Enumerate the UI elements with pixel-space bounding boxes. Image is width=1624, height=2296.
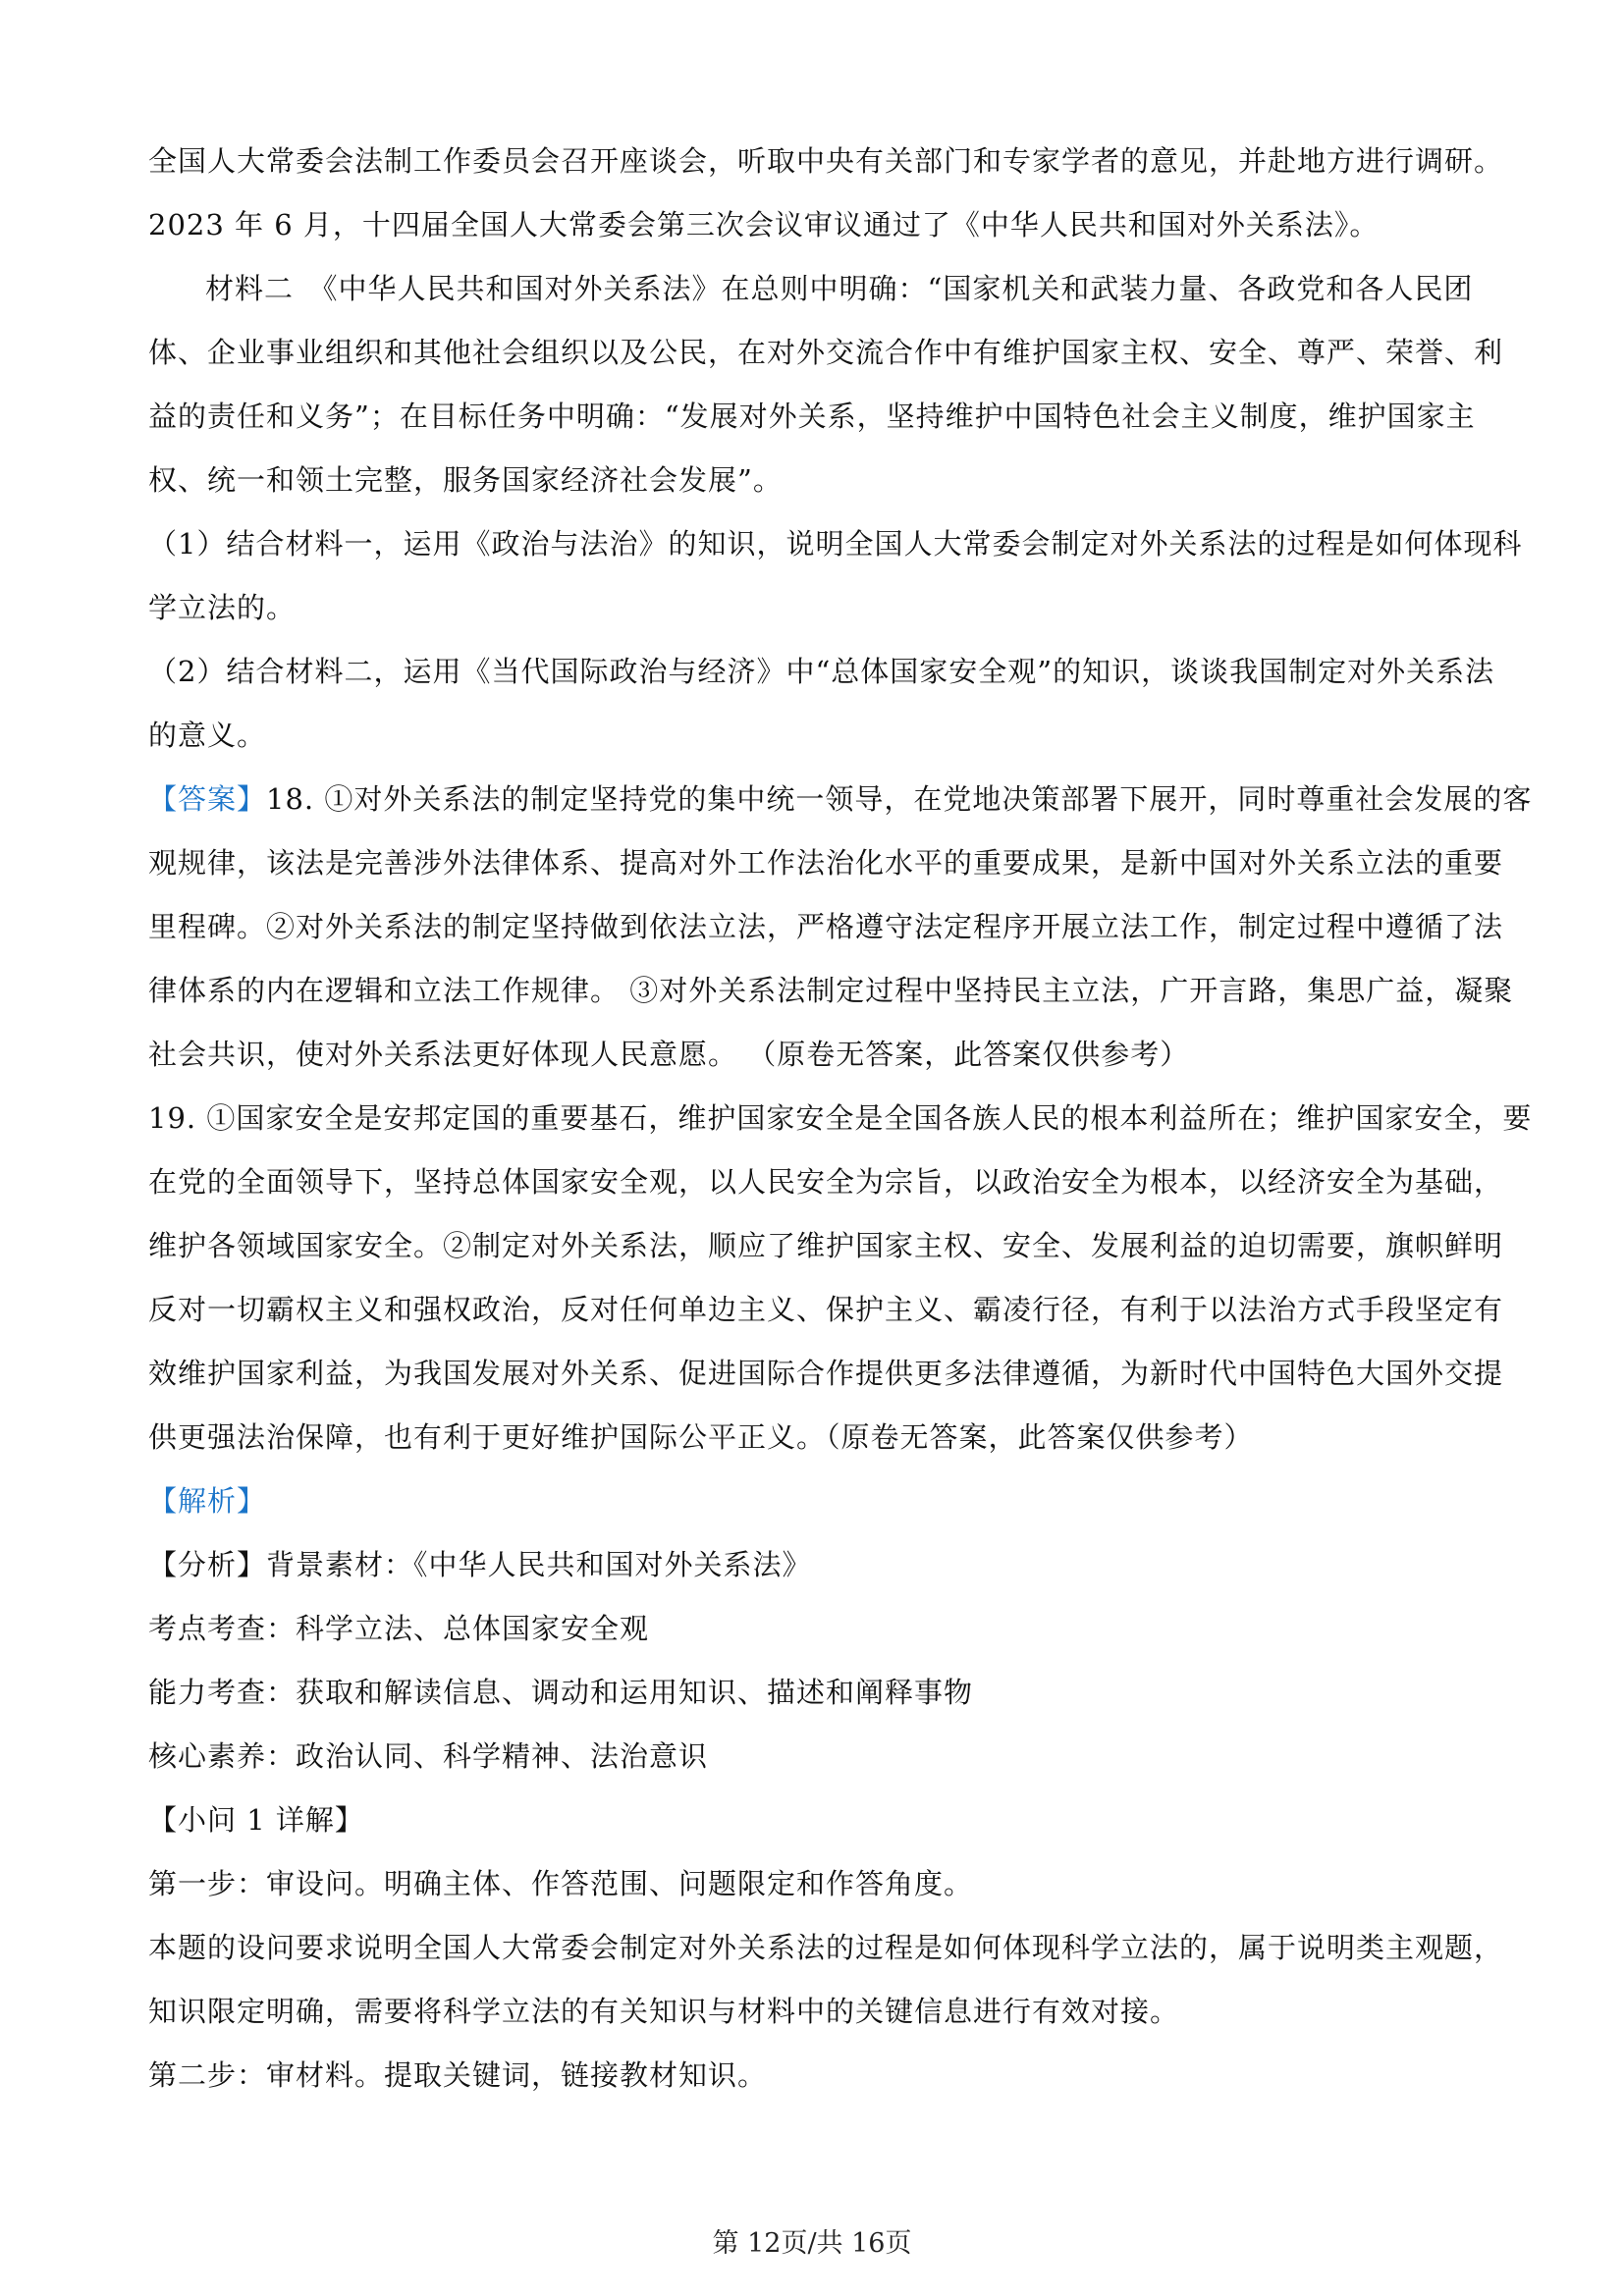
question-1: 学立法的。 bbox=[148, 591, 297, 624]
answer-19-line: 维护各领域国家安全。②制定对外关系法，顺应了维护国家主权、安全、发展利益的迫切需要，旗帜鲜明 bbox=[148, 1229, 1504, 1262]
step-two: 第二步：审材料。提取关键词，链接教材知识。 bbox=[148, 2058, 768, 2092]
sub-question-1-heading: 【小问 1 详解】 bbox=[148, 1803, 364, 1837]
material-two-line: 材料二 《中华人民共和国对外关系法》在总则中明确：“国家机关和武装力量、各政党和各人民团 bbox=[205, 272, 1474, 305]
answer-18-line: 社会共识，使对外关系法更好体现人民意愿。 （原卷无答案，此答案仅供参考） bbox=[148, 1038, 1190, 1071]
answer-18-line bbox=[148, 768, 1533, 831]
material-two-line: 益的责任和义务”；在目标任务中明确：“发展对外关系，坚持维护中国特色社会主义制度，维护国家主 bbox=[148, 400, 1476, 433]
answer-19-line: 19. ①国家安全是安邦定国的重要基石，维护国家安全是全国各族人民的根本利益所在；维护国家安全，要 bbox=[148, 1101, 1533, 1135]
answer-19-line: 在党的全面领导下，坚持总体国家安全观，以人民安全为宗旨，以政治安全为根本，以经济安全为基础， bbox=[148, 1165, 1504, 1199]
material-two-line: 体、企业事业组织和其他社会组织以及公民，在对外交流合作中有维护国家主权、安全、尊严、荣誉、利 bbox=[148, 336, 1504, 369]
answer-18-line: 观规律，该法是完善涉外法律体系、提高对外工作法治化水平的重要成果，是新中国对外关系立法的重要 bbox=[148, 846, 1504, 880]
answer-18-line: 律体系的内在逻辑和立法工作规律。 ③对外关系法制定过程中坚持民主立法，广开言路，集思广益，凝聚 bbox=[148, 974, 1514, 1007]
analysis-tag: 【解析】 bbox=[148, 1484, 267, 1518]
step-one: 第一步：审设问。明确主体、作答范围、问题限定和作答角度。 bbox=[148, 1867, 974, 1900]
question-2: 的意义。 bbox=[148, 719, 267, 752]
answer-19-line: 供更强法治保障，也有利于更好维护国际公平正义。（原卷无答案，此答案仅供参考） bbox=[148, 1420, 1254, 1454]
analysis-ability: 能力考查：获取和解读信息、调动和运用知识、描述和阐释事物 bbox=[148, 1676, 974, 1709]
page-number: 第 12页/共 16页 bbox=[712, 2228, 912, 2259]
answer-19-line: 反对一切霸权主义和强权政治，反对任何单边主义、保护主义、霸凌行径，有利于以法治方式手段坚定有 bbox=[148, 1293, 1504, 1326]
answer-tag: 【答案】 bbox=[148, 782, 267, 816]
question-2: （2）结合材料二，运用《当代国际政治与经济》中“总体国家安全观”的知识，谈谈我国制定对外关系法 bbox=[148, 655, 1495, 688]
material-one-line: 全国人大常委会法制工作委员会召开座谈会，听取中央有关部门和专家学者的意见，并赴地方进行调研。 bbox=[148, 144, 1504, 178]
answer-19-line: 效维护国家利益，为我国发展对外关系、促进国际合作提供更多法律遵循，为新时代中国特色大国外交提 bbox=[148, 1357, 1504, 1390]
analysis-exam-point: 考点考查：科学立法、总体国家安全观 bbox=[148, 1612, 650, 1645]
analysis-paragraph: 本题的设问要求说明全国人大常委会制定对外关系法的过程是如何体现科学立法的，属于说明类主观题， bbox=[148, 1931, 1504, 1964]
answer-18-line: 里程碑。②对外关系法的制定坚持做到依法立法，严格遵守法定程序开展立法工作，制定过程中遵循了法 bbox=[148, 910, 1504, 943]
material-two-line: 权、统一和领土完整，服务国家经济社会发展”。 bbox=[148, 463, 783, 497]
analysis-paragraph: 知识限定明确，需要将科学立法的有关知识与材料中的关键信息进行有效对接。 bbox=[148, 1995, 1180, 2028]
answer-18-text: 18. ①对外关系法的制定坚持党的集中统一领导，在党地决策部署下展开，同时尊重社会发展的客 bbox=[266, 782, 1533, 816]
question-1: （1）结合材料一，运用《政治与法治》的知识，说明全国人大常委会制定对外关系法的过程是如何体现科 bbox=[148, 527, 1523, 561]
analysis-core-literacy: 核心素养：政治认同、科学精神、法治意识 bbox=[148, 1739, 709, 1773]
material-one-line: 2023 年 6 月，十四届全国人大常委会第三次会议审议通过了《中华人民共和国对外关系法》。 bbox=[148, 208, 1380, 241]
analysis-background: 【分析】背景素材：《中华人民共和国对外关系法》 bbox=[148, 1548, 812, 1581]
document-body bbox=[148, 130, 1533, 2108]
